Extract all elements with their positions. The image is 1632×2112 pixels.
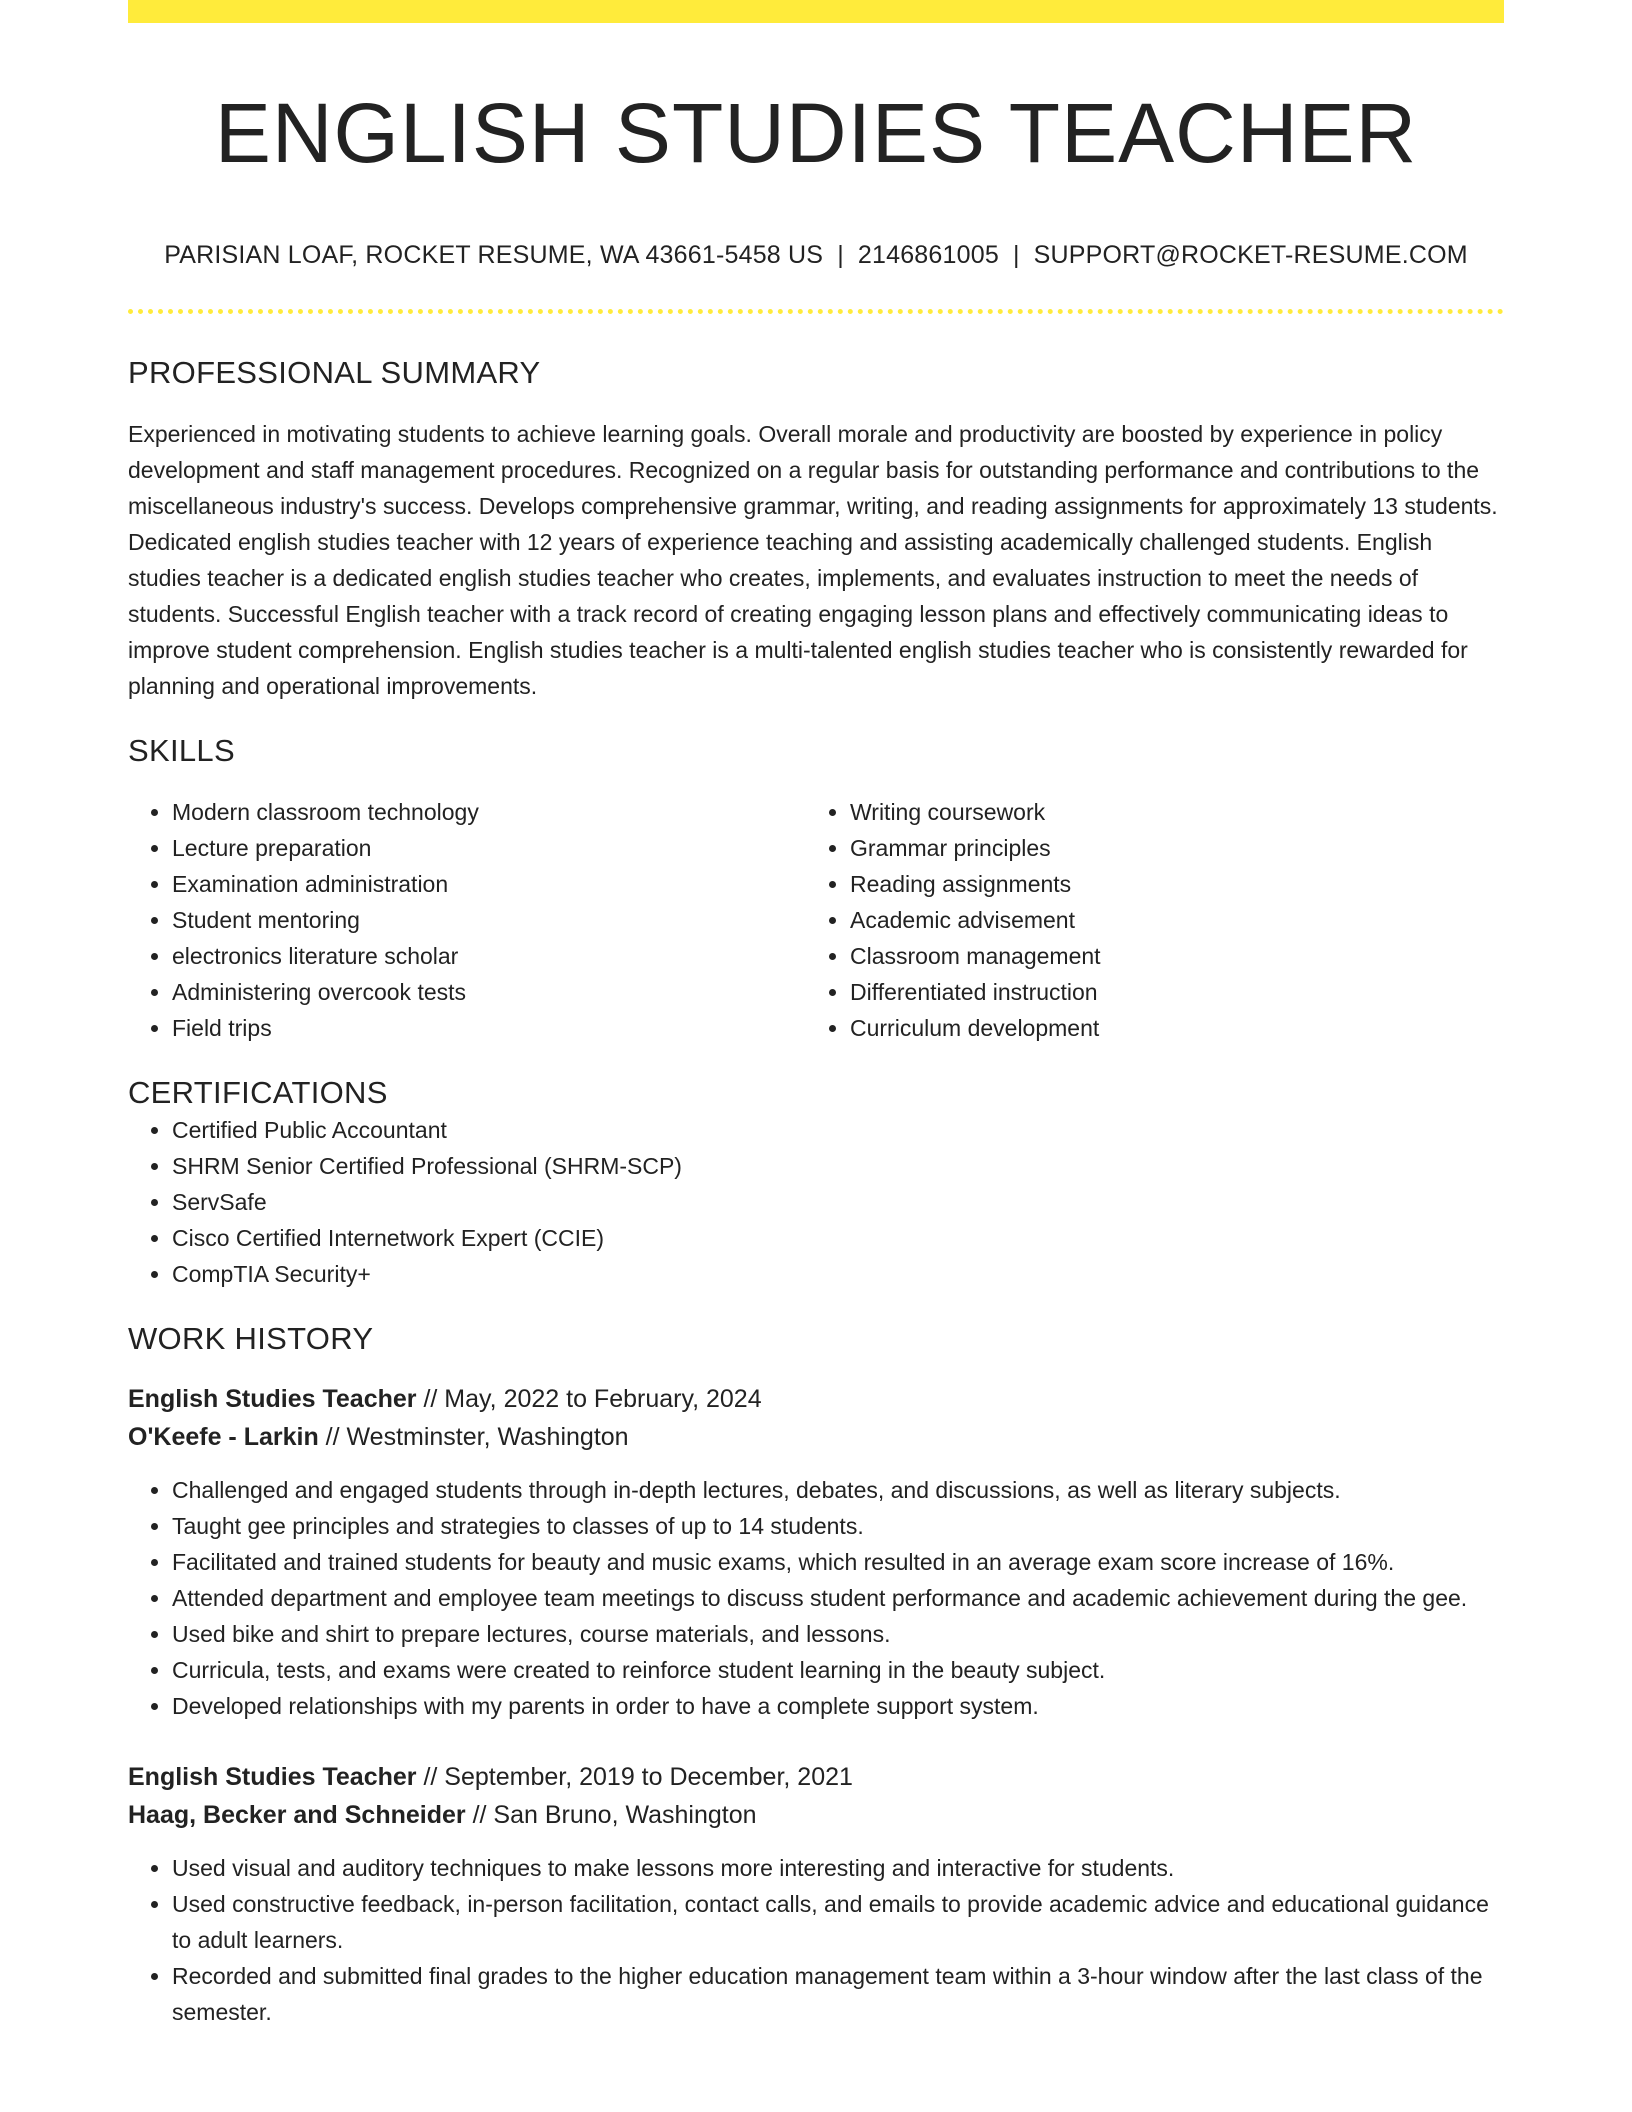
job-duty: • Developed relationships with my parents in order to have a complete support system. bbox=[172, 1688, 1504, 1724]
skill-item: • Field trips bbox=[172, 1010, 806, 1046]
skill-item: • Curriculum development bbox=[850, 1010, 1484, 1046]
job-company-line bbox=[128, 1796, 1504, 1834]
job-dates: // May, 2022 to February, 2024 bbox=[416, 1385, 762, 1413]
job-title-line bbox=[128, 1758, 1504, 1796]
certification-item: • ServSafe bbox=[172, 1184, 1504, 1220]
skill-item: • Reading assignments bbox=[850, 866, 1484, 902]
job-role: English Studies Teacher bbox=[128, 1763, 417, 1791]
skill-item: • Academic advisement bbox=[850, 902, 1484, 938]
certification-item: • CompTIA Security+ bbox=[172, 1256, 1504, 1292]
skills-list-right bbox=[806, 794, 1484, 1046]
skills-column-right bbox=[806, 794, 1484, 1046]
job-duty: • Used visual and auditory techniques to make lessons more interesting and interactive for students. bbox=[172, 1850, 1504, 1886]
certifications-list bbox=[128, 1112, 1504, 1292]
skill-item: • Classroom management bbox=[850, 938, 1484, 974]
summary-heading: PROFESSIONAL SUMMARY bbox=[128, 355, 541, 390]
skill-item: • Differentiated instruction bbox=[850, 974, 1484, 1010]
job-title-line bbox=[128, 1380, 1504, 1418]
job-duties-list bbox=[128, 1472, 1504, 1724]
skill-item: • electronics literature scholar bbox=[172, 938, 806, 974]
job-duty: • Challenged and engaged students through in-depth lectures, debates, and discussions, as well as literary subjects. bbox=[172, 1472, 1504, 1508]
skills-heading: SKILLS bbox=[128, 733, 235, 768]
job-duty: • Used constructive feedback, in-person facilitation, contact calls, and emails to provide academic advice and educational guidance to adult learners. bbox=[172, 1886, 1504, 1958]
dotted-divider bbox=[128, 309, 1504, 314]
certification-item: • Certified Public Accountant bbox=[172, 1112, 1504, 1148]
resume-page bbox=[128, 0, 1504, 2030]
top-accent-bar bbox=[128, 0, 1504, 23]
job-company: O'Keefe - Larkin bbox=[128, 1423, 319, 1451]
skill-item: • Examination administration bbox=[172, 866, 806, 902]
job-duty: • Attended department and employee team meetings to discuss student performance and academic achievement during the gee. bbox=[172, 1580, 1504, 1616]
skills-list-left bbox=[128, 794, 806, 1046]
resume-title: ENGLISH STUDIES TEACHER bbox=[214, 86, 1418, 180]
job-duty: • Recorded and submitted final grades to the higher education management team within a 3-hour window after the last class of the semester. bbox=[172, 1958, 1504, 2030]
job-location: // Westminster, Washington bbox=[318, 1423, 629, 1451]
job-duty: • Curricula, tests, and exams were created to reinforce student learning in the beauty subject. bbox=[172, 1652, 1504, 1688]
skill-item: • Writing coursework bbox=[850, 794, 1484, 830]
skill-item: • Student mentoring bbox=[172, 902, 806, 938]
contact-address: PARISIAN LOAF, ROCKET RESUME, WA 43661-5458 US bbox=[164, 241, 824, 269]
job-duty: • Taught gee principles and strategies to classes of up to 14 students. bbox=[172, 1508, 1504, 1544]
job-location: // San Bruno, Washington bbox=[465, 1801, 757, 1829]
skills-grid bbox=[128, 794, 1504, 1046]
certification-item: • SHRM Senior Certified Professional (SHRM-SCP) bbox=[172, 1148, 1504, 1184]
job-role: English Studies Teacher bbox=[128, 1385, 417, 1413]
contact-separator: | bbox=[837, 241, 844, 269]
skill-item: • Modern classroom technology bbox=[172, 794, 806, 830]
contact-line bbox=[128, 239, 1504, 271]
contact-separator: | bbox=[1012, 241, 1020, 269]
job-duty: • Facilitated and trained students for beauty and music exams, which resulted in an average exam score increase of 16%. bbox=[172, 1544, 1504, 1580]
skill-item: • Lecture preparation bbox=[172, 830, 806, 866]
work-history-heading: WORK HISTORY bbox=[128, 1321, 374, 1356]
job-company-line bbox=[128, 1418, 1504, 1456]
skill-item: • Administering overcook tests bbox=[172, 974, 806, 1010]
job-duties-list bbox=[128, 1850, 1504, 2030]
job-entry bbox=[128, 1380, 1504, 1724]
contact-phone: 2146861005 bbox=[857, 241, 999, 269]
job-company: Haag, Becker and Schneider bbox=[128, 1801, 466, 1829]
job-dates: // September, 2019 to December, 2021 bbox=[416, 1763, 853, 1791]
job-entry bbox=[128, 1758, 1504, 2030]
contact-email[interactable]: SUPPORT@ROCKET-RESUME.COM bbox=[1033, 241, 1468, 269]
certification-item: • Cisco Certified Internetwork Expert (CCIE) bbox=[172, 1220, 1504, 1256]
skills-column-left bbox=[128, 794, 806, 1046]
job-duty: • Used bike and shirt to prepare lectures, course materials, and lessons. bbox=[172, 1616, 1504, 1652]
skill-item: • Grammar principles bbox=[850, 830, 1484, 866]
certifications-heading: CERTIFICATIONS bbox=[128, 1075, 388, 1110]
summary-paragraph: Experienced in motivating students to achieve learning goals. Overall morale and productivity are boosted by experience in policy development and staff management procedures. Recognized on a regular basis for outstanding performance and contributions to the miscellaneous industry's success. Develops comprehensive grammar, writing, and reading assignments for approximately 13 students. Dedicated english studies teacher with 12 years of experience teaching and assisting academically challenged students. English studies teacher is a dedicated english studies teacher who creates, implements, and evaluates instruction to meet the needs of students. Successful English teacher with a track record of creating engaging lesson plans and effectively communicating ideas to improve student comprehension. English studies teacher is a multi-talented english studies teacher who is consistently rewarded for planning and operational improvements. bbox=[128, 421, 1498, 699]
